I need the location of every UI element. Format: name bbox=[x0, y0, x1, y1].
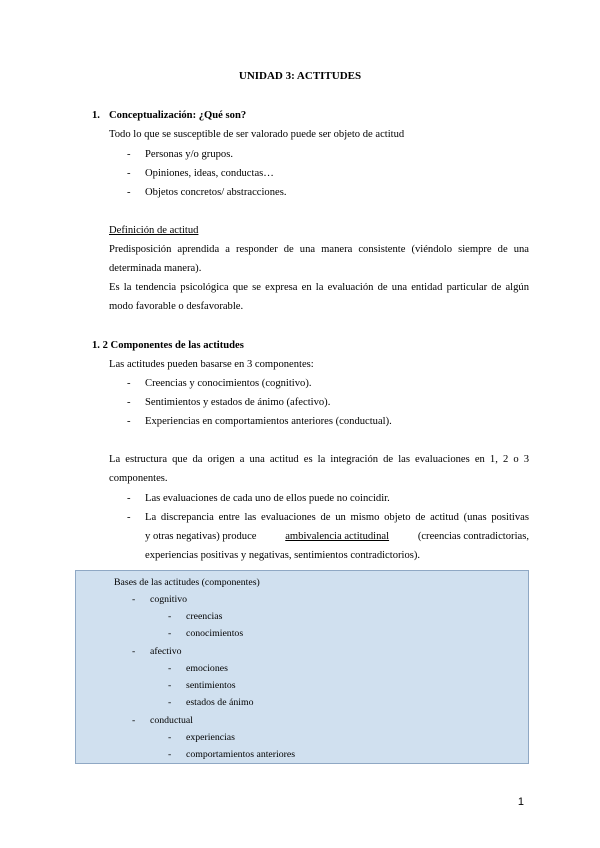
box-group-label: cognitivo bbox=[150, 594, 188, 605]
box-item: estados de ánimo bbox=[186, 697, 254, 708]
bullet-dash: - bbox=[168, 628, 172, 639]
bullet-dash: - bbox=[168, 680, 172, 691]
bullet-dash: - bbox=[132, 594, 136, 605]
box-item: conocimientos bbox=[186, 628, 244, 639]
summary-box-title: Bases de las actitudes (componentes) bbox=[114, 577, 260, 588]
list-item-line3: experiencias positivas y negativas, sentimientos contradictorios). bbox=[145, 550, 421, 561]
section-1-intro: Todo lo que se susceptible de ser valorado puede ser objeto de actitud bbox=[109, 129, 405, 140]
list-item: Opiniones, ideas, conductas… bbox=[145, 168, 274, 179]
list-item-line2 bbox=[145, 531, 529, 542]
page-number: 1 bbox=[517, 796, 524, 808]
box-item: sentimientos bbox=[186, 680, 236, 691]
bullet-dash: - bbox=[168, 732, 172, 743]
list-item: Objetos concretos/ abstracciones. bbox=[145, 187, 287, 198]
section-1-heading: Conceptualización: ¿Qué son? bbox=[109, 110, 247, 121]
list-item-line2-pre: y otras negativas) produce bbox=[145, 531, 257, 542]
section-1-2-intro: Las actitudes pueden basarse en 3 componentes: bbox=[109, 359, 314, 370]
bullet-dash: - bbox=[127, 416, 131, 427]
box-item: emociones bbox=[186, 663, 228, 674]
page-title: UNIDAD 3: ACTITUDES bbox=[238, 70, 362, 82]
list-item-line1: La discrepancia entre las evaluaciones de un mismo objeto de actitud (unas positivas bbox=[145, 512, 529, 523]
list-item: Sentimientos y estados de ánimo (afectivo). bbox=[145, 397, 331, 408]
box-group-label: afectivo bbox=[150, 646, 182, 657]
definition-p1-line2: determinada manera). bbox=[109, 263, 202, 274]
summary-box bbox=[75, 570, 529, 764]
bullet-dash: - bbox=[168, 697, 172, 708]
bullet-dash: - bbox=[168, 663, 172, 674]
box-item: experiencias bbox=[186, 732, 235, 743]
bullet-dash: - bbox=[127, 493, 131, 504]
bullet-dash: - bbox=[127, 378, 131, 389]
list-item: Experiencias en comportamientos anteriores (conductual). bbox=[145, 416, 392, 427]
bullet-dash: - bbox=[127, 512, 131, 523]
structure-p-line2: componentes. bbox=[109, 473, 168, 484]
bullet-dash: - bbox=[132, 715, 136, 726]
list-item: Las evaluaciones de cada uno de ellos puede no coincidir. bbox=[145, 493, 390, 504]
ambivalence-term: ambivalencia actitudinal bbox=[285, 531, 390, 542]
definition-p1-line1: Predisposición aprendida a responder de una manera consistente (viéndolo siempre de una bbox=[109, 244, 529, 255]
bullet-dash: - bbox=[132, 646, 136, 657]
bullet-dash: - bbox=[168, 749, 172, 760]
definition-heading: Definición de actitud bbox=[109, 225, 199, 236]
bullet-dash: - bbox=[168, 611, 172, 622]
section-1-number: 1. bbox=[92, 110, 100, 121]
box-group-label: conductual bbox=[150, 715, 193, 726]
list-item: Creencias y conocimientos (cognitivo). bbox=[145, 378, 312, 389]
bullet-dash: - bbox=[127, 149, 131, 160]
structure-p-line1: La estructura que da origen a una actitud es la integración de las evaluaciones en 1, 2 o 3 bbox=[109, 454, 529, 465]
box-item: creencias bbox=[186, 611, 223, 622]
section-1-2-heading: 1. 2 Componentes de las actitudes bbox=[92, 340, 244, 351]
bullet-dash: - bbox=[127, 168, 131, 179]
bullet-dash: - bbox=[127, 397, 131, 408]
list-item-line2-post: (creencias contradictorias, bbox=[417, 531, 529, 542]
definition-p2-line2: modo favorable o desfavorable. bbox=[109, 301, 244, 312]
list-item: Personas y/o grupos. bbox=[145, 149, 233, 160]
definition-p2-line1: Es la tendencia psicológica que se expresa en la evaluación de una entidad particular de algún bbox=[109, 282, 529, 293]
box-item: comportamientos anteriores bbox=[186, 749, 296, 760]
bullet-dash: - bbox=[127, 187, 131, 198]
